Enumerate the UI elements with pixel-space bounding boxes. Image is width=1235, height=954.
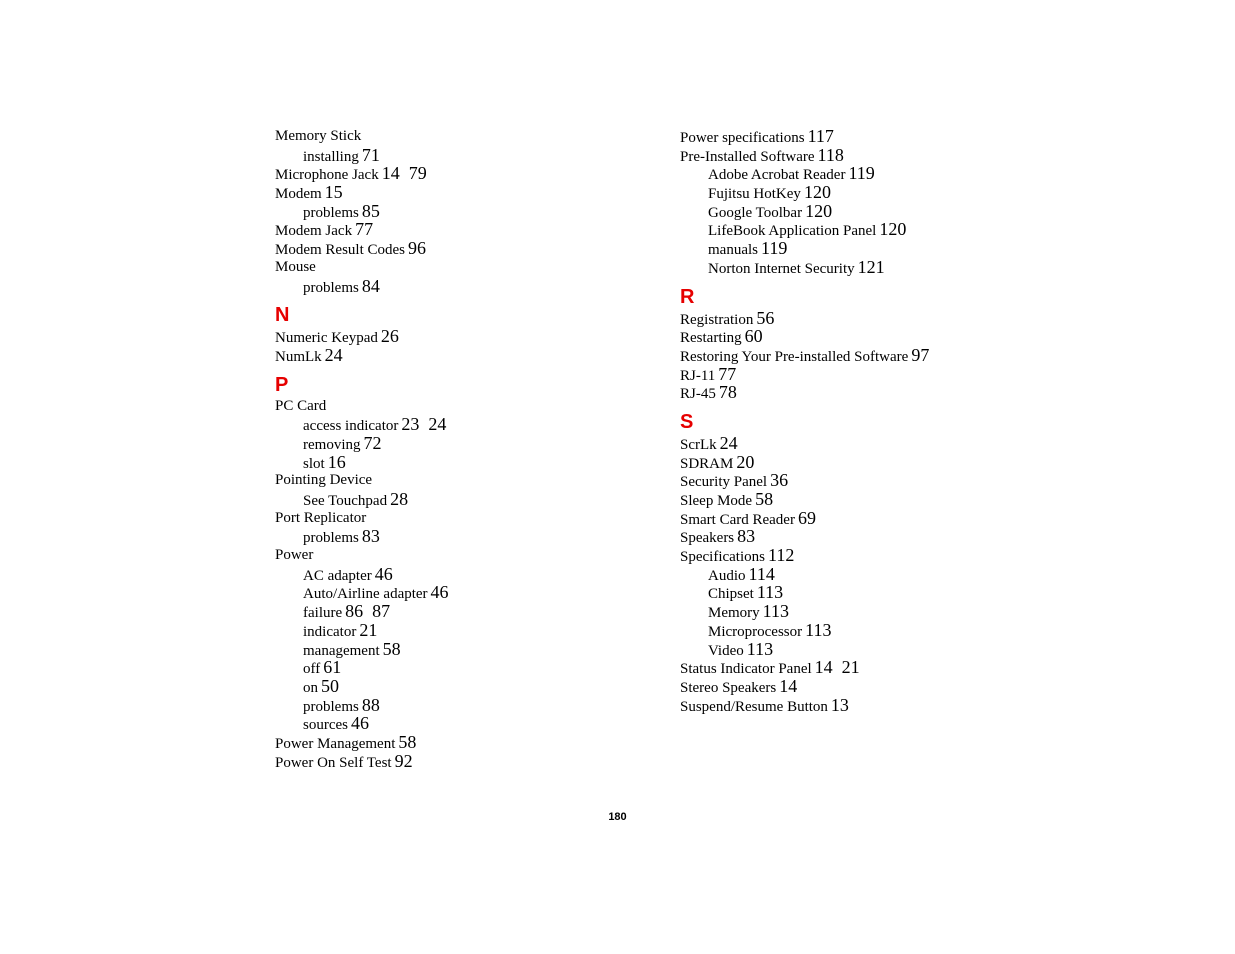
section-letter: P bbox=[275, 373, 289, 396]
page-reference[interactable]: 84 bbox=[361, 275, 380, 296]
page-reference[interactable]: 117 bbox=[807, 126, 834, 146]
page-reference[interactable]: 46 bbox=[430, 582, 449, 603]
page-reference[interactable]: 113 bbox=[805, 619, 832, 640]
page-reference[interactable]: 112 bbox=[767, 545, 795, 566]
page-reference[interactable]: 120 bbox=[879, 219, 907, 240]
index-entry bbox=[275, 327, 665, 346]
index-subentry bbox=[275, 434, 665, 453]
index-term: failure bbox=[303, 605, 343, 622]
index-subentry bbox=[680, 621, 1100, 640]
page-reference[interactable]: 20 bbox=[736, 451, 755, 472]
index-term: AC adapter bbox=[303, 567, 372, 584]
index-subentry bbox=[275, 583, 665, 602]
page-reference[interactable]: 118 bbox=[817, 144, 844, 165]
page-reference[interactable]: 36 bbox=[770, 470, 789, 491]
index-entry bbox=[275, 258, 665, 277]
page-reference[interactable]: 21 bbox=[359, 619, 378, 640]
index-term: Pointing Device bbox=[275, 472, 373, 489]
index-term: removing bbox=[303, 436, 361, 453]
page-reference[interactable]: 96 bbox=[408, 238, 426, 259]
page-reference[interactable]: 60 bbox=[744, 326, 763, 347]
index-term: PC Card bbox=[275, 397, 327, 414]
page-reference[interactable]: 114 bbox=[748, 563, 775, 584]
index-entry bbox=[680, 490, 1100, 509]
index-entry bbox=[275, 127, 665, 146]
index-entry bbox=[680, 146, 1100, 165]
index-entry bbox=[680, 696, 1100, 715]
index-term: Mouse bbox=[275, 258, 316, 275]
page-reference[interactable]: 46 bbox=[351, 713, 369, 734]
page-reference[interactable]: 77 bbox=[718, 363, 737, 384]
page-reference[interactable]: 85 bbox=[361, 200, 380, 221]
index-term: Numeric Keypad bbox=[275, 330, 378, 347]
index-entry bbox=[680, 327, 1100, 346]
index-term: Power Management bbox=[275, 735, 396, 752]
index-term: access indicator bbox=[303, 418, 399, 435]
page-reference[interactable]: 28 bbox=[390, 489, 409, 509]
index-term: Smart Card Reader bbox=[680, 511, 795, 528]
index-entry bbox=[680, 346, 1100, 365]
index-term: problems bbox=[303, 279, 359, 296]
page-reference[interactable]: 69 bbox=[797, 507, 816, 528]
index-subentry bbox=[275, 202, 665, 221]
page-reference[interactable]: 86 87 bbox=[345, 601, 391, 622]
index-term: off bbox=[303, 661, 321, 678]
index-term: Registration bbox=[680, 311, 754, 328]
index-term: Modem Result Codes bbox=[275, 242, 405, 259]
index-term: Security Panel bbox=[680, 474, 768, 491]
page-reference[interactable]: 58 bbox=[382, 638, 401, 659]
section-letter: R bbox=[680, 285, 695, 308]
index-entry bbox=[275, 183, 665, 202]
index-subentry bbox=[680, 258, 1100, 277]
index-term: management bbox=[303, 642, 380, 659]
page-reference[interactable]: 61 bbox=[323, 657, 342, 678]
index-subentry bbox=[275, 527, 665, 546]
section-letter: N bbox=[275, 304, 290, 327]
section-letter: S bbox=[680, 410, 694, 433]
page-number: 180 bbox=[608, 811, 627, 823]
index-term: Auto/Airline adapter bbox=[303, 586, 428, 603]
index-term: Microprocessor bbox=[708, 623, 803, 640]
page-reference[interactable]: 14 79 bbox=[381, 163, 427, 184]
page-reference[interactable]: 92 bbox=[394, 750, 413, 771]
page-reference[interactable]: 46 bbox=[374, 563, 393, 584]
index-subentry bbox=[680, 202, 1100, 221]
index-entry bbox=[275, 164, 665, 183]
index-subentry bbox=[275, 696, 665, 715]
page-reference[interactable]: 120 bbox=[805, 200, 833, 221]
index-entry bbox=[275, 239, 665, 258]
index-entry bbox=[680, 434, 1100, 453]
page-reference[interactable]: 14 bbox=[779, 675, 798, 696]
index-subentry bbox=[680, 640, 1100, 659]
index-entry bbox=[275, 733, 665, 752]
index-term: Fujitsu HotKey bbox=[708, 186, 801, 203]
index-term: on bbox=[303, 679, 318, 696]
index-subentry bbox=[680, 183, 1100, 202]
index-subentry bbox=[680, 565, 1100, 584]
page-reference[interactable]: 83 bbox=[361, 526, 380, 547]
index-entry bbox=[275, 346, 665, 365]
index-term: Power bbox=[275, 547, 314, 564]
page-reference[interactable]: 24 bbox=[719, 432, 738, 453]
index-term: SDRAM bbox=[680, 455, 734, 472]
index-term: problems bbox=[303, 530, 359, 547]
index-term: Memory bbox=[708, 605, 760, 622]
page-reference[interactable]: 83 bbox=[737, 526, 756, 547]
page-reference[interactable]: 50 bbox=[321, 675, 339, 696]
page-reference[interactable]: 23 24 bbox=[401, 414, 447, 435]
index-term: problems bbox=[303, 698, 359, 715]
index-term: Speakers bbox=[680, 530, 735, 547]
index-subentry bbox=[275, 146, 665, 165]
index-entry bbox=[275, 752, 665, 771]
index-subentry bbox=[680, 239, 1100, 258]
index-term: RJ-11 bbox=[680, 367, 716, 384]
index-term: Modem bbox=[275, 186, 322, 203]
index-term: sources bbox=[303, 717, 348, 734]
page-reference[interactable]: 113 bbox=[762, 601, 790, 622]
index-term: Microphone Jack bbox=[275, 167, 379, 184]
page-reference[interactable]: 119 bbox=[761, 238, 788, 259]
index-term: Adobe Acrobat Reader bbox=[708, 167, 846, 184]
index-entry bbox=[680, 309, 1100, 328]
index-term: LifeBook Application Panel bbox=[708, 223, 877, 240]
index-term: Modem Jack bbox=[275, 223, 353, 240]
page-reference[interactable]: 16 bbox=[327, 451, 346, 472]
page-reference[interactable]: 113 bbox=[756, 582, 784, 603]
index-subentry bbox=[680, 583, 1100, 602]
page-reference[interactable]: 71 bbox=[361, 144, 380, 165]
index-entry bbox=[680, 127, 1100, 146]
index-term: Restarting bbox=[680, 330, 742, 347]
index-subentry bbox=[680, 164, 1100, 183]
index-term: Restoring Your Pre-installed Software bbox=[680, 348, 909, 365]
index-entry bbox=[680, 677, 1100, 696]
page-reference[interactable]: 78 bbox=[718, 382, 737, 403]
index-subentry bbox=[680, 220, 1100, 239]
index-column-left bbox=[275, 127, 665, 770]
page-reference[interactable]: 72 bbox=[363, 432, 382, 453]
index-term: manuals bbox=[708, 242, 758, 259]
page-reference[interactable]: 58 bbox=[755, 489, 774, 509]
page-reference[interactable]: 120 bbox=[803, 182, 831, 203]
index-term: Norton Internet Security bbox=[708, 260, 855, 277]
index-term: Video bbox=[708, 642, 744, 659]
index-subentry bbox=[275, 621, 665, 640]
index-column-right bbox=[680, 127, 1100, 714]
index-term: Port Replicator bbox=[275, 509, 367, 526]
index-subentry bbox=[275, 714, 665, 733]
index-subentry bbox=[275, 453, 665, 472]
index-term: RJ-45 bbox=[680, 386, 716, 403]
page-reference[interactable]: 13 bbox=[830, 694, 849, 715]
index-term: ScrLk bbox=[680, 436, 717, 453]
index-subentry bbox=[275, 277, 665, 296]
index-subentry bbox=[275, 602, 665, 621]
index-entry bbox=[680, 365, 1100, 384]
index-term: slot bbox=[303, 455, 325, 472]
index-term: indicator bbox=[303, 623, 357, 640]
index-entry bbox=[275, 220, 665, 239]
page-reference[interactable]: 26 bbox=[380, 326, 399, 347]
index-term: Specifications bbox=[680, 549, 765, 566]
index-subentry bbox=[275, 490, 665, 509]
index-term: Audio bbox=[708, 567, 746, 584]
index-subentry bbox=[275, 415, 665, 434]
page-reference[interactable]: 113 bbox=[746, 638, 774, 659]
index-term: Pre-Installed Software bbox=[680, 148, 815, 165]
index-entry bbox=[275, 471, 665, 490]
index-term: Memory Stick bbox=[275, 128, 362, 144]
page-reference[interactable]: 56 bbox=[756, 307, 775, 328]
page-reference[interactable]: 15 bbox=[324, 182, 343, 203]
index-entry bbox=[275, 397, 665, 416]
index-entry bbox=[680, 383, 1100, 402]
index-term: Stereo Speakers bbox=[680, 679, 777, 696]
page-reference[interactable]: 14 21 bbox=[814, 657, 860, 678]
index-term: installing bbox=[303, 148, 359, 165]
page-reference[interactable]: 121 bbox=[857, 256, 885, 277]
index-subentry bbox=[275, 565, 665, 584]
index-subentry bbox=[275, 640, 665, 659]
index-term: Power specifications bbox=[680, 130, 805, 146]
index-term: Status Indicator Panel bbox=[680, 661, 812, 678]
page-reference[interactable]: 97 bbox=[911, 344, 930, 365]
index-subentry bbox=[680, 602, 1100, 621]
index-entry bbox=[680, 658, 1100, 677]
index-entry bbox=[275, 509, 665, 528]
index-term: See Touchpad bbox=[303, 493, 388, 509]
index-entry bbox=[275, 546, 665, 565]
index-term: Power On Self Test bbox=[275, 754, 392, 771]
index-subentry bbox=[275, 658, 665, 677]
index-entry bbox=[680, 546, 1100, 565]
index-entry bbox=[680, 453, 1100, 472]
index-entry bbox=[680, 527, 1100, 546]
index-term: Sleep Mode bbox=[680, 493, 753, 509]
page-reference[interactable]: 119 bbox=[848, 163, 875, 184]
index-entry bbox=[680, 471, 1100, 490]
index-term: Suspend/Resume Button bbox=[680, 698, 828, 715]
page-reference[interactable]: 58 bbox=[398, 731, 417, 752]
page-reference[interactable]: 88 bbox=[361, 694, 380, 715]
index-term: NumLk bbox=[275, 348, 322, 365]
index-entry bbox=[680, 509, 1100, 528]
index-term: Chipset bbox=[708, 586, 754, 603]
index-term: problems bbox=[303, 204, 359, 221]
page-reference[interactable]: 24 bbox=[324, 344, 343, 365]
index-subentry bbox=[275, 677, 665, 696]
index-term: Google Toolbar bbox=[708, 204, 803, 221]
page-reference[interactable]: 77 bbox=[355, 219, 374, 240]
